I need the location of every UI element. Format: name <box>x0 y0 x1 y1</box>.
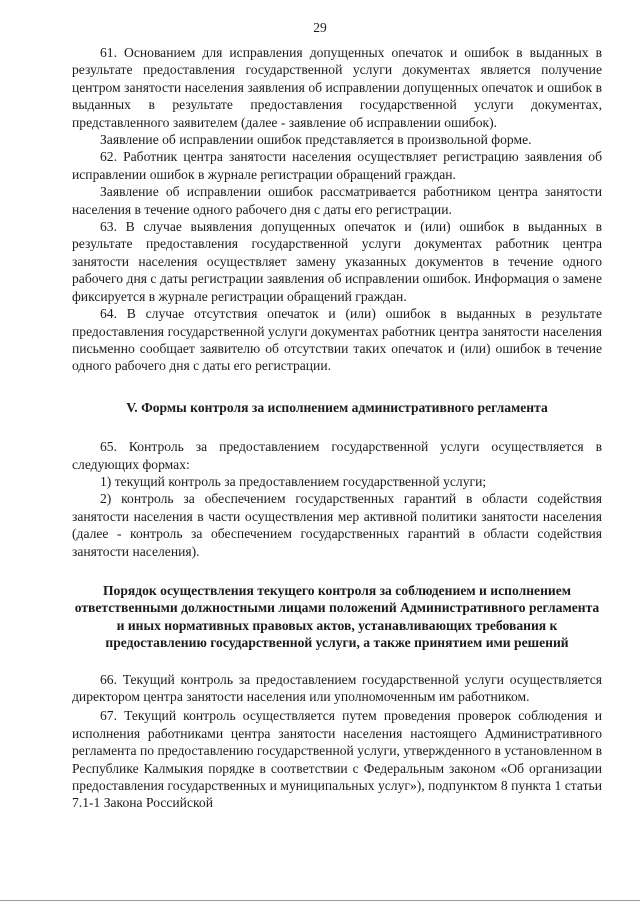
paragraph-64: 64. В случае отсутствия опечаток и (или) ошибок в выданных в результате предоставления государственной услуги документах работник центра занятости населения письменно сообщает заявителю об отсутствии таких опечаток и (или) ошибок в течение одного рабочего дня с даты его регистрации. <box>72 306 602 374</box>
page-bottom-edge <box>0 900 640 901</box>
paragraph-62-note: Заявление об исправлении ошибок рассматривается работником центра занятости населения в течение одного рабочего дня с даты его регистрации. <box>72 184 602 217</box>
document-body <box>72 44 602 812</box>
section-heading: V. Формы контроля за исполнением административного регламента <box>126 399 548 415</box>
paragraph-63: 63. В случае выявления допущенных опечаток и (или) ошибок в выданных в результате предоставления государственной услуги документах работник центра занятости населения осуществляет замену указанных документов в течение одного рабочего дня с даты регистрации заявления об исправлении ошибок. Информация о замене фиксируется в журнале регистрации обращений граждан. <box>72 219 602 304</box>
paragraph-65-item-2: 2) контроль за обеспечением государственных гарантий в области содействия занятости населения в части осуществления мер активной политики занятости населения (далее - контроль за обеспечением государственных гарантий в области содействия занятости населения). <box>72 491 602 559</box>
paragraph-62: 62. Работник центра занятости населения осуществляет регистрацию заявления об исправлении ошибок в журнале регистрации обращений граждан. <box>72 149 602 182</box>
subsection-heading: Порядок осуществления текущего контроля за соблюдением и исполнением ответственными должностными лицами положений Административного регламента и иных нормативных правовых актов, устанавливающих требования к предоставлению государственной услуги, а также принятием ими решений <box>74 582 600 651</box>
paragraph-66: 66. Текущий контроль за предоставлением государственной услуги осуществляется директором центра занятости населения или уполномоченным им работником. <box>72 671 602 704</box>
page-number: 29 <box>313 20 327 35</box>
paragraph-65: 65. Контроль за предоставлением государственной услуги осуществляется в следующих формах: <box>72 439 602 472</box>
paragraph-61-note: Заявление об исправлении ошибок представляется в произвольной форме. <box>100 132 532 148</box>
paragraph-67: 67. Текущий контроль осуществляется путем проведения проверок соблюдения и исполнения работниками центра занятости населения настоящего Административного регламента по предоставлению государственной услуги, утвержденного в установленном в Республике Калмыкия порядке в соответствии с Федеральным законом «Об организации предоставления государственных и муниципальных услуг»), подпунктом 8 пункта 1 статьи 7.1-1 Закона Российской <box>72 708 602 811</box>
paragraph-65-item-1: 1) текущий контроль за предоставлением государственной услуги; <box>100 473 487 489</box>
paragraph-61: 61. Основанием для исправления допущенных опечаток и ошибок в выданных в результате предоставления государственной услуги документах является получение центром занятости населения заявления об исправлении допущенных опечаток и ошибок в выданных в результате предоставления государственной услуги документах, представленного заявителем (далее - заявление об исправлении ошибок). <box>72 45 602 130</box>
